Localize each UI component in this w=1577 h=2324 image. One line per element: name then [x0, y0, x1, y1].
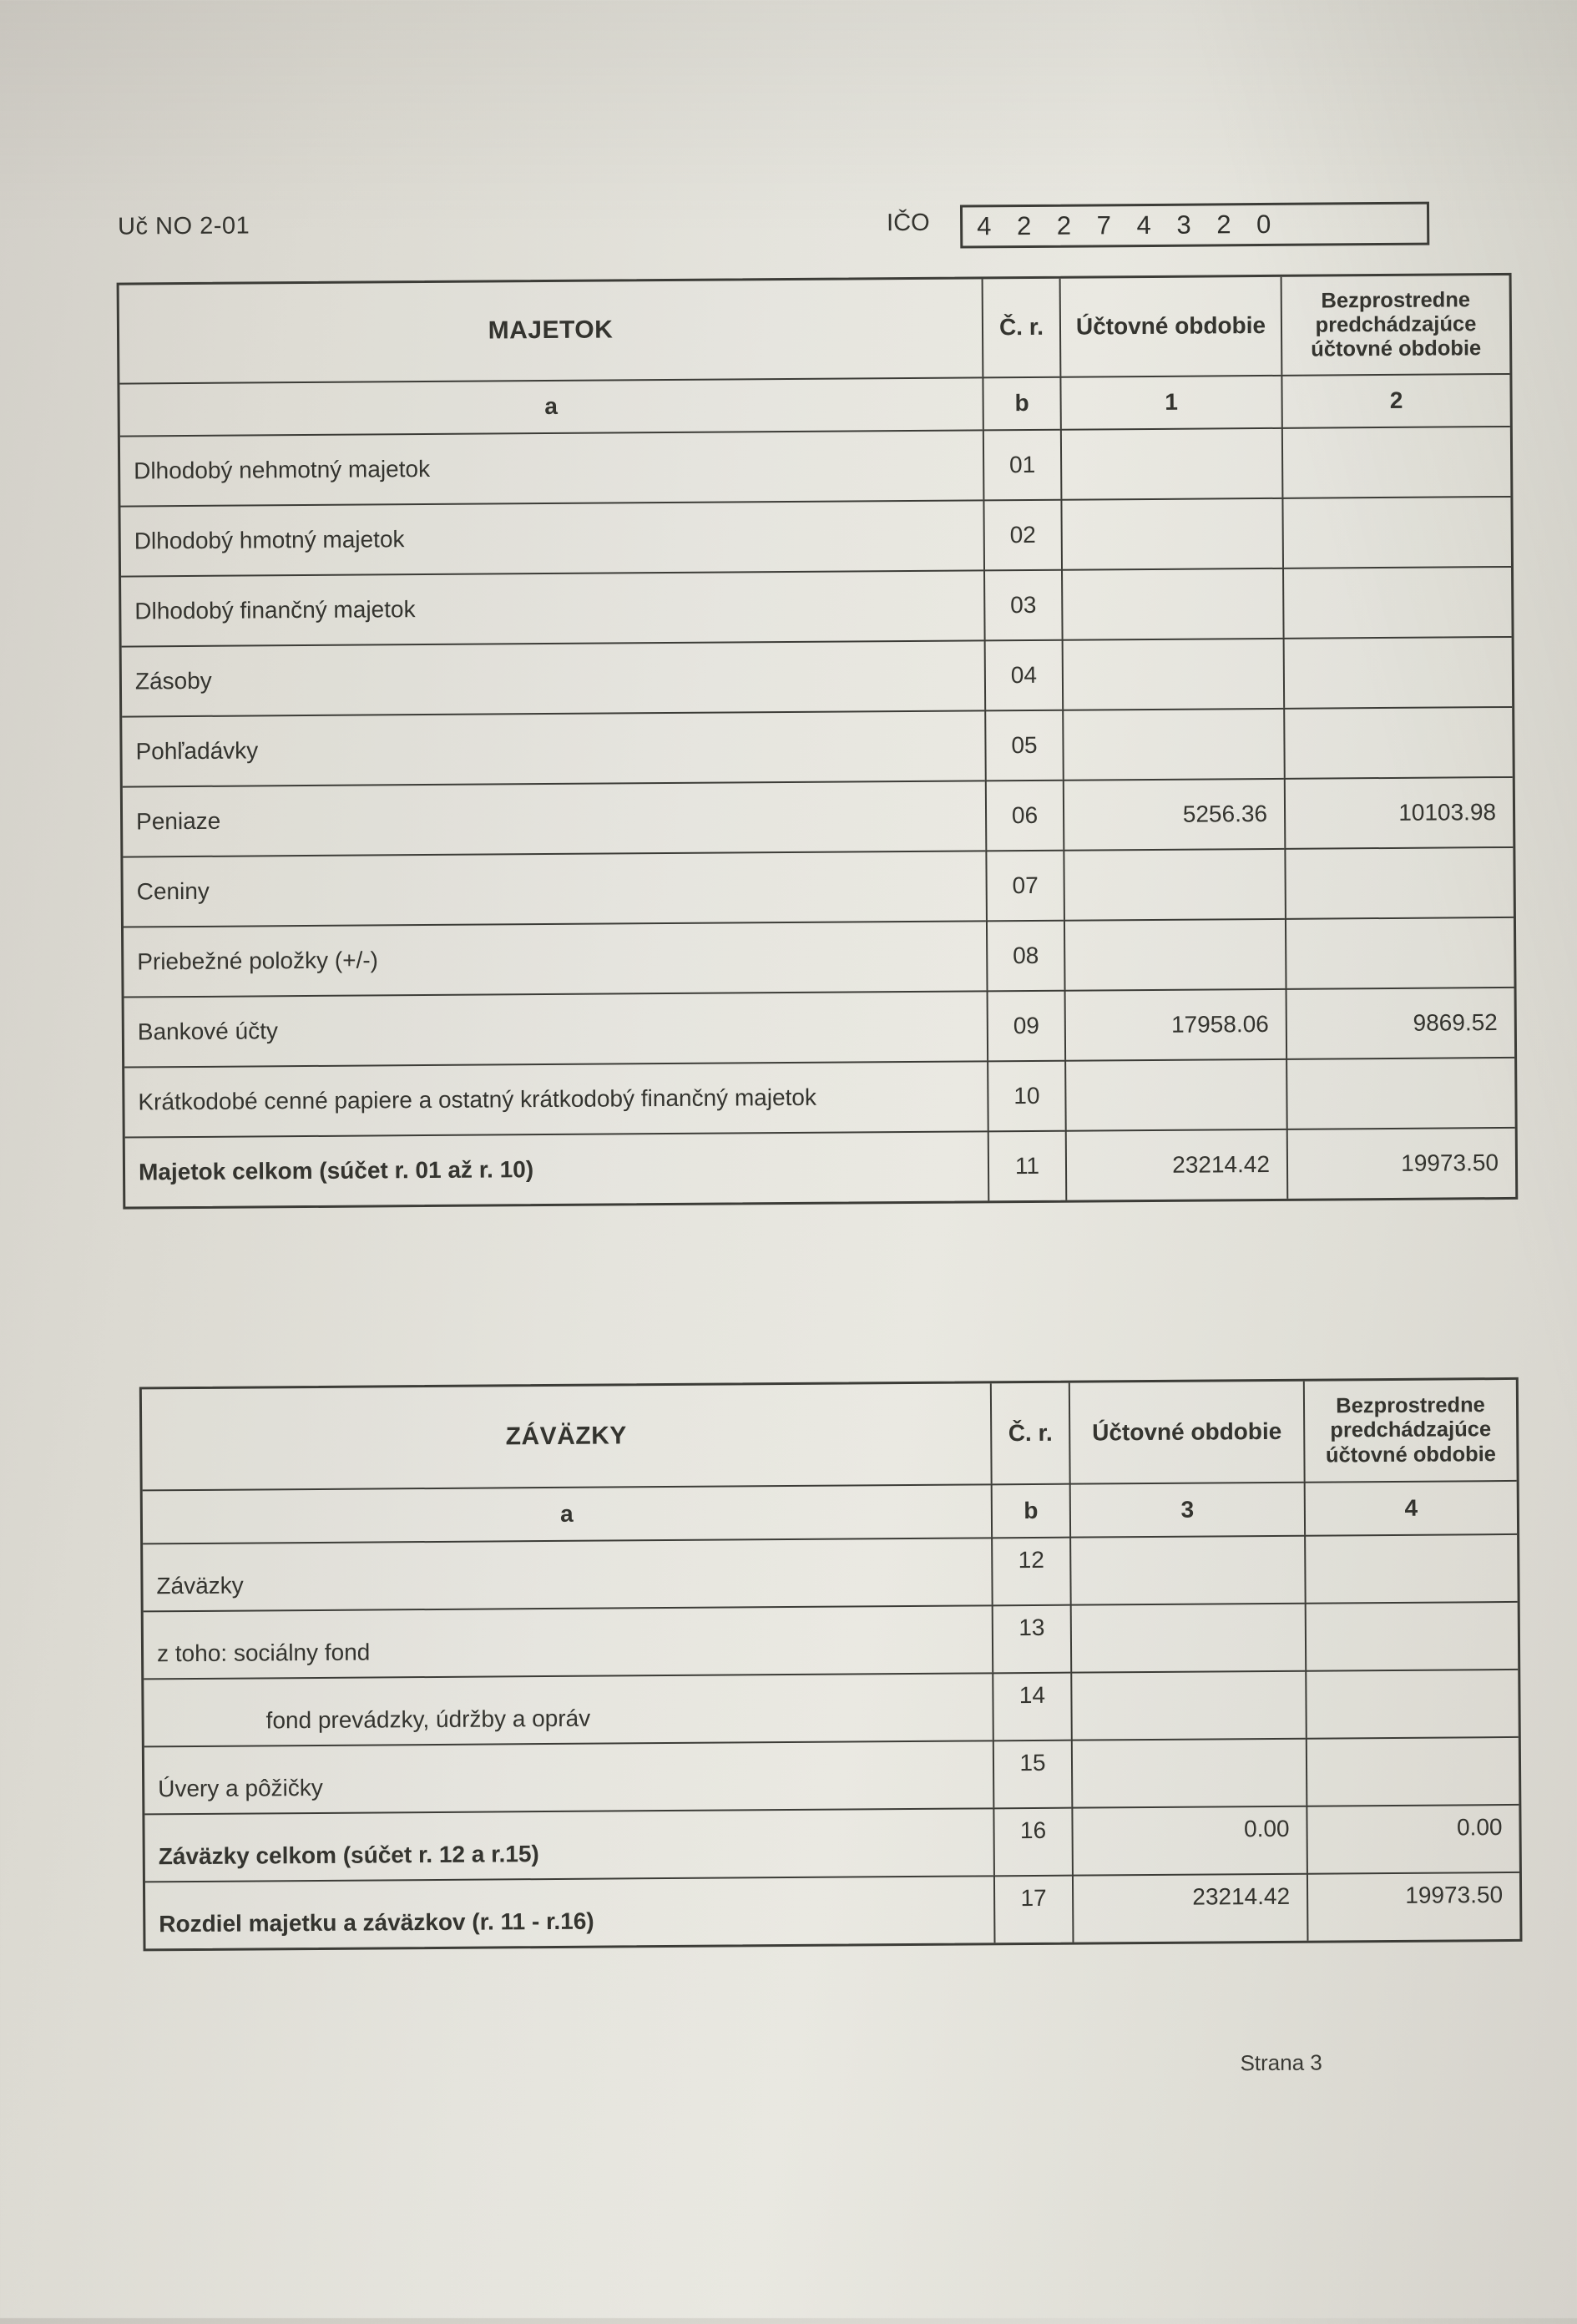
value-previous-cell: 9869.52 — [1286, 987, 1515, 1058]
value-previous-cell — [1281, 496, 1511, 568]
row-number-cell: 04 — [984, 639, 1063, 710]
row-number-cell: 09 — [987, 990, 1065, 1061]
zavazky-sub-previous: 4 — [1304, 1480, 1517, 1535]
row-number-cell: 15 — [993, 1740, 1072, 1808]
row-label-cell: Záväzky celkom (súčet r. 12 a r.15) — [144, 1807, 993, 1881]
value-current-cell — [1061, 568, 1283, 639]
majetok-col-row-no: Č. r. — [982, 279, 1060, 377]
value-current-cell: 5256.36 — [1063, 778, 1285, 850]
row-number-cell: 03 — [983, 569, 1062, 640]
row-number-cell: 13 — [992, 1604, 1071, 1673]
majetok-sub-previous: 2 — [1281, 373, 1509, 427]
value-previous-cell: 10103.98 — [1284, 776, 1514, 848]
value-current-cell — [1062, 638, 1284, 710]
row-number-cell: 05 — [984, 710, 1063, 781]
value-previous-cell — [1285, 917, 1514, 988]
zavazky-col-row-no: Č. r. — [990, 1383, 1069, 1484]
majetok-table — [117, 273, 1519, 1210]
row-label-cell: Priebežné položky (+/-) — [124, 920, 987, 996]
zavazky-sub-current: 3 — [1069, 1482, 1304, 1537]
row-number-cell: 06 — [985, 780, 1064, 851]
row-number-cell: 02 — [983, 499, 1061, 570]
row-number-cell: 17 — [993, 1875, 1073, 1943]
value-previous-cell — [1283, 636, 1513, 708]
value-previous-cell — [1282, 566, 1512, 638]
row-label-cell: z toho: sociálny fond — [144, 1604, 993, 1678]
row-number-cell: 10 — [987, 1060, 1065, 1131]
row-number-cell: 14 — [992, 1672, 1071, 1740]
zavazky-table — [139, 1377, 1523, 1952]
ico-label: IČO — [887, 209, 930, 237]
value-previous-cell: 19973.50 — [1307, 1872, 1520, 1941]
row-label-cell: Pohľadávky — [122, 710, 985, 786]
row-number-cell: 01 — [983, 429, 1061, 500]
zavazky-col-current-period: Účtovné obdobie — [1069, 1382, 1304, 1483]
row-number-cell: 12 — [991, 1537, 1070, 1605]
row-number-cell: 07 — [985, 850, 1064, 921]
row-label-cell: Peniaze — [123, 780, 986, 856]
value-previous-cell: 19973.50 — [1286, 1127, 1516, 1199]
majetok-col-previous-period: Bezprostredne predchádzajúce účtovné obdobie — [1281, 275, 1510, 375]
value-previous-cell — [1281, 426, 1511, 498]
ico-box — [960, 202, 1429, 249]
row-label-cell: Dlhodobý finančný majetok — [121, 569, 984, 645]
majetok-table-title: MAJETOK — [488, 316, 614, 345]
value-previous-cell — [1305, 1669, 1519, 1738]
ico-value: 4 2 2 7 4 3 2 0 — [977, 209, 1281, 241]
value-current-cell: 17958.06 — [1064, 988, 1286, 1060]
zavazky-sub-a: a — [143, 1483, 991, 1543]
value-current-cell — [1060, 427, 1282, 499]
value-current-cell — [1071, 1738, 1307, 1807]
value-current-cell — [1069, 1535, 1305, 1604]
value-current-cell — [1070, 1670, 1306, 1740]
value-current-cell: 23214.42 — [1065, 1129, 1287, 1200]
value-previous-cell — [1286, 1057, 1515, 1129]
row-label-cell: Ceniny — [123, 850, 986, 926]
value-previous-cell — [1305, 1601, 1519, 1670]
zavazky-sub-b: b — [991, 1483, 1069, 1538]
value-current-cell — [1070, 1603, 1306, 1672]
value-current-cell — [1064, 1058, 1286, 1130]
value-previous-cell — [1284, 846, 1514, 918]
value-current-cell — [1062, 708, 1284, 780]
value-current-cell — [1064, 918, 1286, 990]
majetok-sub-current: 1 — [1059, 375, 1281, 429]
row-label-cell: Dlhodobý nehmotný majetok — [120, 429, 983, 505]
row-label-cell: Dlhodobý hmotný majetok — [120, 499, 983, 575]
zavazky-col-previous-period: Bezprostredne predchádzajúce účtovné obdobie — [1303, 1380, 1517, 1482]
row-label-cell: Krátkodobé cenné papiere a ostatný krátkodobý finančný majetok — [124, 1060, 988, 1136]
majetok-sub-a: a — [119, 376, 982, 435]
row-label-cell: Záväzky — [143, 1537, 992, 1610]
row-label-cell: Majetok celkom (súčet r. 01 až r. 10) — [125, 1130, 988, 1206]
value-previous-cell — [1283, 706, 1513, 778]
row-label-cell: Rozdiel majetku a záväzkov (r. 11 - r.16) — [145, 1875, 994, 1948]
form-code: Uč NO 2-01 — [118, 212, 250, 240]
row-number-cell: 08 — [986, 920, 1064, 991]
row-label-cell: Zásoby — [122, 639, 985, 715]
row-label-cell: fond prevádzky, údržby a opráv — [144, 1672, 993, 1746]
majetok-sub-b: b — [982, 376, 1059, 430]
row-label-cell: Úvery a pôžičky — [144, 1740, 993, 1813]
row-label-cell: Bankové účty — [124, 990, 988, 1066]
page-number: Strana 3 — [1240, 2049, 1322, 2076]
value-current-cell: 23214.42 — [1072, 1873, 1307, 1943]
value-previous-cell — [1304, 1533, 1518, 1603]
row-number-cell: 11 — [988, 1130, 1066, 1201]
value-previous-cell — [1306, 1736, 1519, 1806]
majetok-col-current-period: Účtovné obdobie — [1059, 277, 1281, 376]
row-number-cell: 16 — [993, 1807, 1072, 1876]
value-previous-cell: 0.00 — [1306, 1804, 1519, 1873]
value-current-cell — [1063, 848, 1285, 920]
zavazky-table-title: ZÁVÄZKY — [505, 1422, 627, 1451]
value-current-cell: 0.00 — [1071, 1806, 1307, 1875]
value-current-cell — [1060, 498, 1282, 569]
